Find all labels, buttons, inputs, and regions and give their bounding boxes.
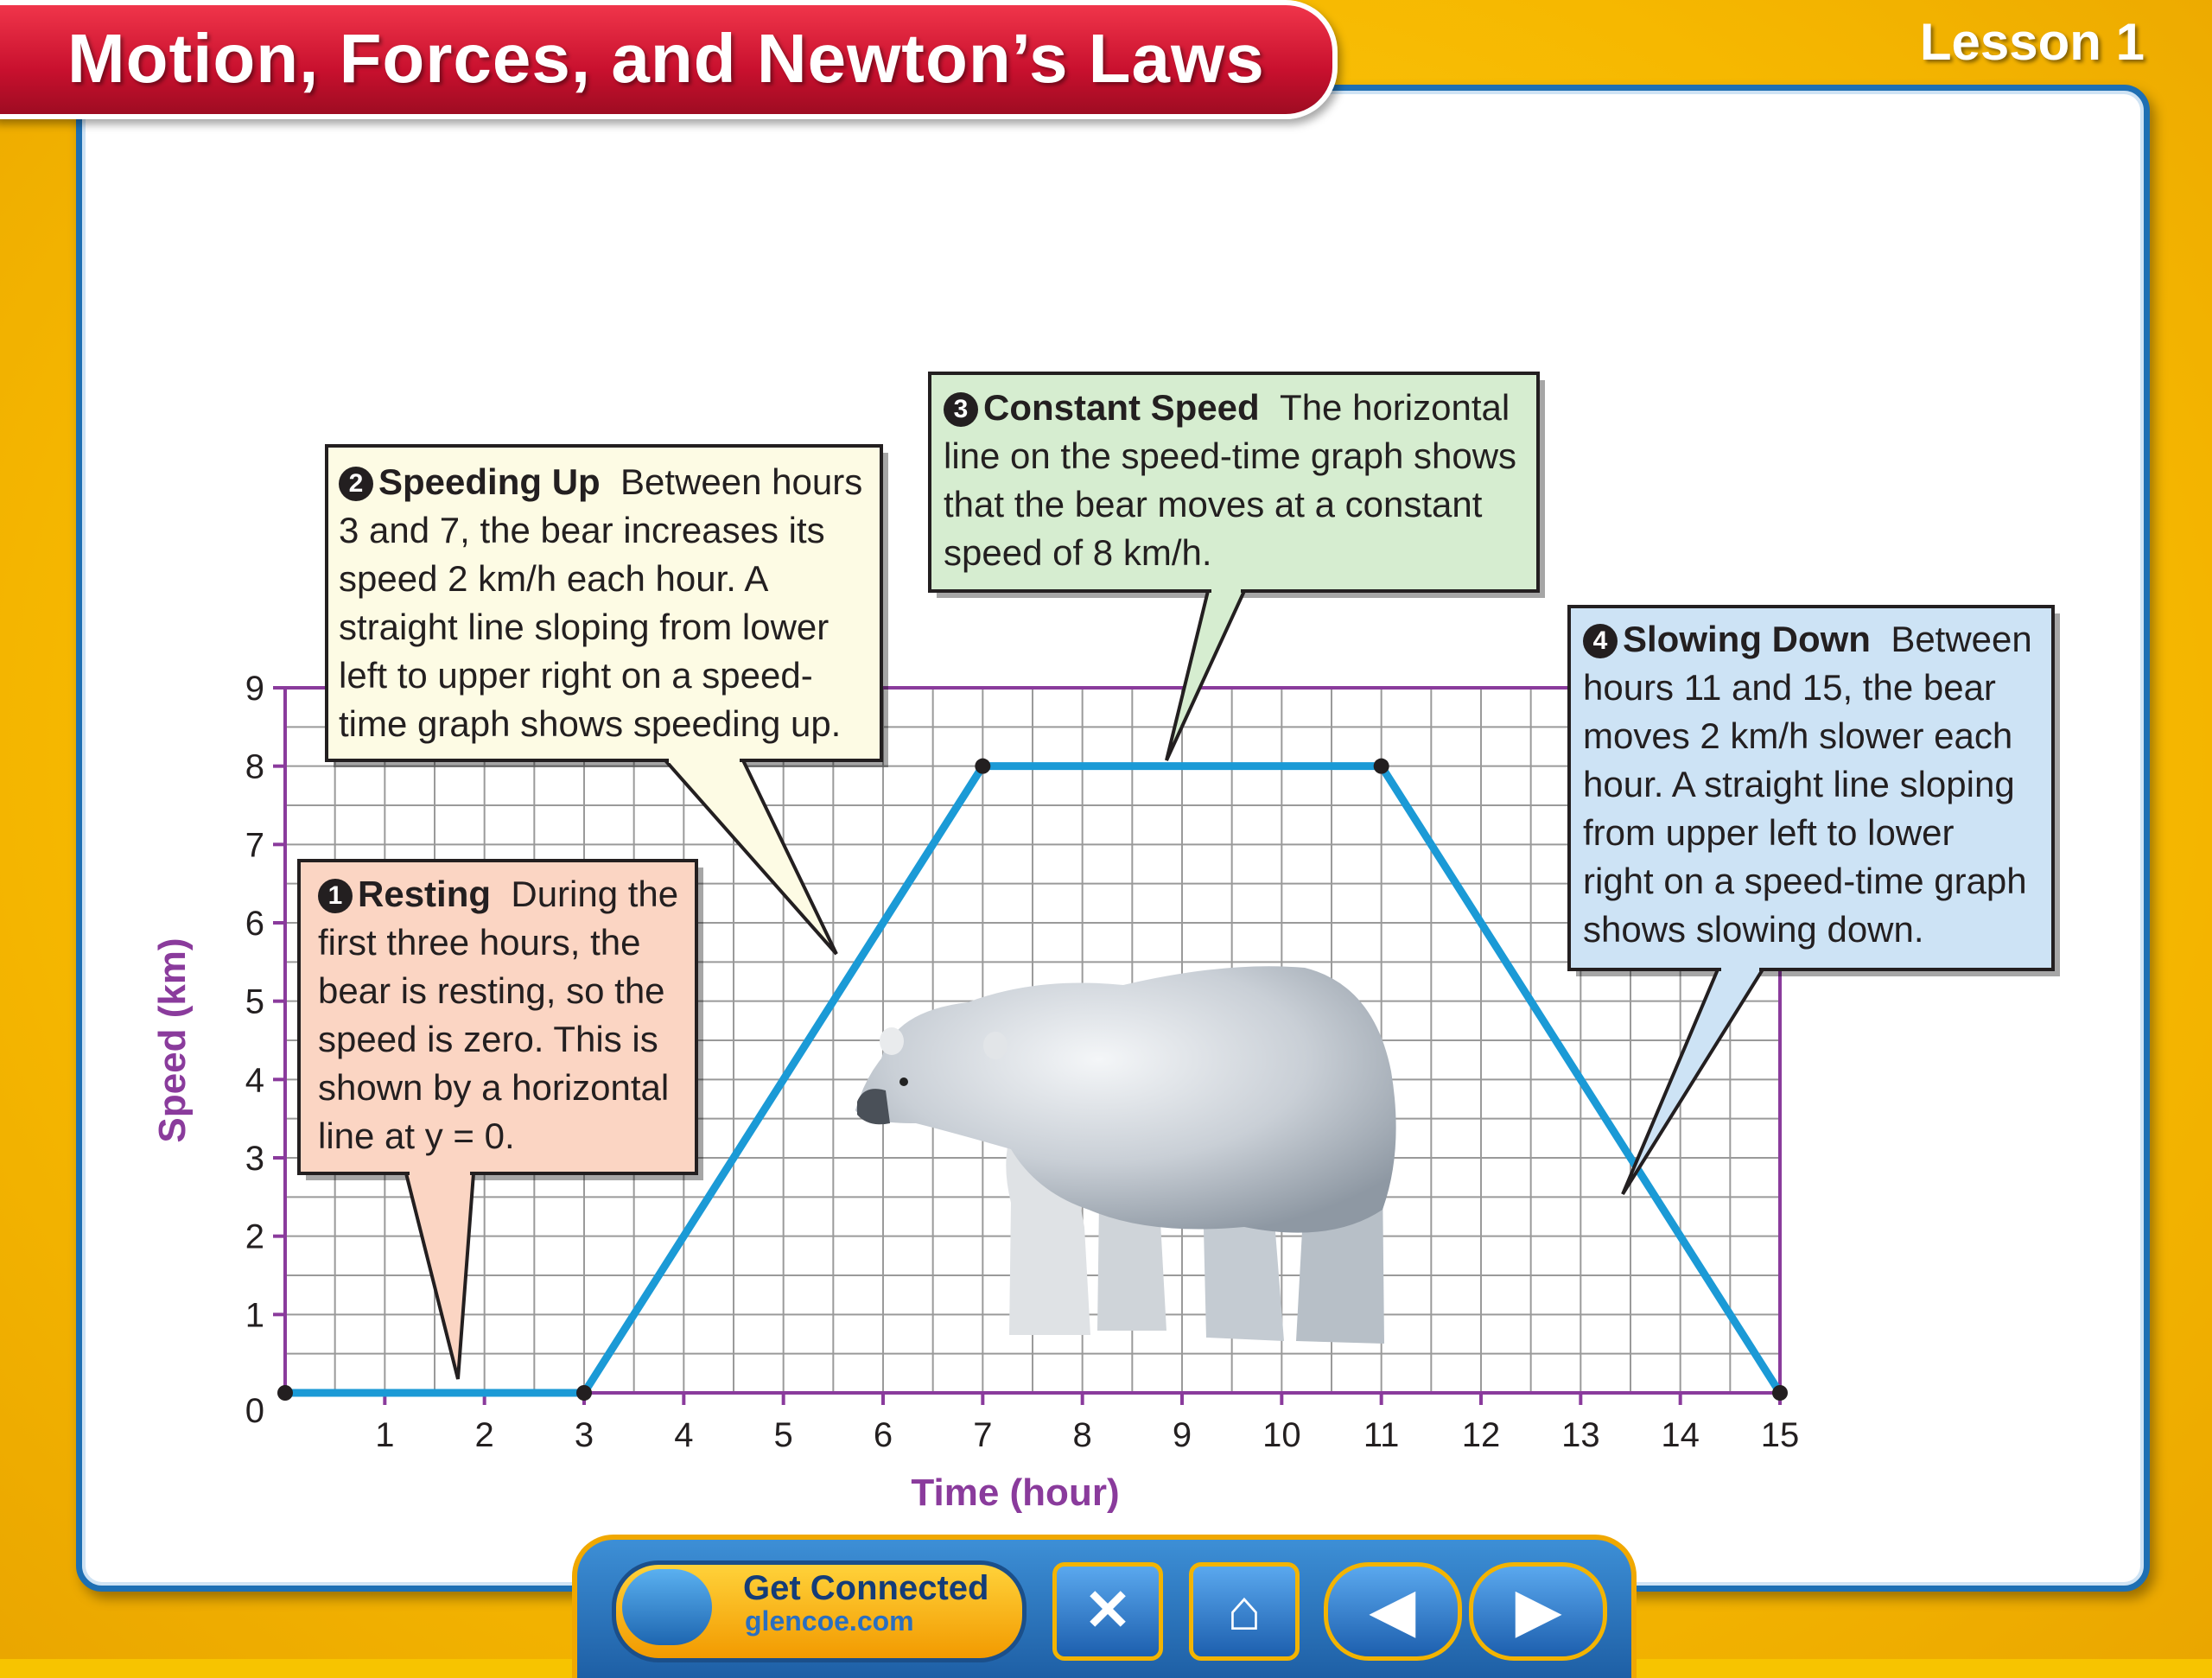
callout-line: shown by a horizontal bbox=[318, 1067, 670, 1108]
callout-slowing-down bbox=[1583, 615, 2050, 954]
x-tick-label: 9 bbox=[1172, 1416, 1192, 1454]
callout-line: left to upper right on a speed- bbox=[339, 655, 813, 696]
callout-line: hour. A straight line sloping bbox=[1583, 764, 2015, 804]
y-tick-label: 3 bbox=[245, 1140, 264, 1178]
callout-line: line on the speed-time graph shows bbox=[944, 435, 1517, 476]
callout-line: right on a speed-time graph bbox=[1583, 861, 2027, 901]
callout-line: bear is resting, so the bbox=[318, 970, 665, 1011]
y-tick-label: 7 bbox=[245, 826, 264, 865]
x-tick-label: 2 bbox=[474, 1416, 494, 1454]
callout-line: that the bear moves at a constant bbox=[944, 484, 1483, 524]
x-tick-label: 7 bbox=[973, 1416, 993, 1454]
previous-button[interactable] bbox=[1324, 1562, 1462, 1661]
callout-line: from upper left to lower bbox=[1583, 812, 1955, 853]
callout-line: 3 and 7, the bear increases its bbox=[339, 510, 825, 550]
arrow-right-icon: ▶ bbox=[1516, 1578, 1560, 1642]
x-tick-label: 3 bbox=[574, 1416, 594, 1454]
callout-line: line at y = 0. bbox=[318, 1115, 515, 1156]
x-tick-label: 6 bbox=[873, 1416, 893, 1454]
callout-heading: Constant Speed bbox=[983, 387, 1260, 428]
callout-line: hours 11 and 15, the bear bbox=[1583, 667, 1996, 708]
x-tick-label: 10 bbox=[1262, 1416, 1301, 1454]
home-icon: ⌂ bbox=[1227, 1578, 1262, 1642]
callout-line: speed of 8 km/h. bbox=[944, 532, 1212, 573]
callout-tail bbox=[1623, 969, 1763, 1194]
callout-heading: Resting bbox=[358, 874, 492, 914]
callout-line: Between hours bbox=[620, 461, 863, 502]
x-tick-label: 12 bbox=[1461, 1416, 1501, 1454]
y-tick-label: 9 bbox=[245, 670, 264, 708]
callout-heading: Slowing Down bbox=[1623, 619, 1871, 659]
y-tick-label: 1 bbox=[245, 1296, 264, 1335]
x-tick-label: 8 bbox=[1072, 1416, 1092, 1454]
get-connected-label: Get Connected bbox=[743, 1569, 989, 1607]
data-point bbox=[277, 1385, 293, 1401]
home-button[interactable] bbox=[1189, 1562, 1300, 1661]
polar-bear-image bbox=[855, 966, 1396, 1344]
y-tick-label: 4 bbox=[245, 1061, 264, 1100]
glencoe-link[interactable]: glencoe.com bbox=[745, 1605, 914, 1637]
callout-line: speed is zero. This is bbox=[318, 1019, 658, 1059]
callout-line: The horizontal bbox=[1280, 387, 1510, 428]
callout-line: During the bbox=[511, 874, 679, 914]
next-button[interactable] bbox=[1469, 1562, 1607, 1661]
data-point bbox=[975, 759, 990, 774]
x-tick-label: 5 bbox=[773, 1416, 793, 1454]
callout-line: straight line sloping from lower bbox=[339, 607, 830, 647]
callout-heading: Speeding Up bbox=[378, 461, 601, 502]
y-axis-title: Speed (km) bbox=[151, 938, 194, 1143]
y-tick-label: 2 bbox=[245, 1217, 264, 1256]
badge-1: 1 bbox=[318, 879, 353, 913]
y-tick-label: 8 bbox=[245, 747, 264, 786]
badge-4: 4 bbox=[1583, 624, 1618, 658]
data-point bbox=[1374, 759, 1389, 774]
x-tick-label: 4 bbox=[674, 1416, 694, 1454]
y-tick-label: 6 bbox=[245, 905, 264, 943]
badge-3: 3 bbox=[944, 392, 978, 427]
callout-line: moves 2 km/h slower each bbox=[1583, 715, 2013, 756]
callout-line: first three hours, the bbox=[318, 922, 641, 963]
computer-icon bbox=[622, 1569, 712, 1645]
page-title: Motion, Forces, and Newton’s Laws bbox=[67, 20, 1265, 97]
data-point bbox=[1772, 1385, 1788, 1401]
y-tick-label: 0 bbox=[245, 1392, 264, 1430]
callout-speeding-up bbox=[339, 458, 883, 748]
y-tick-label: 5 bbox=[245, 982, 264, 1021]
lesson-label: Lesson 1 bbox=[1919, 13, 2145, 71]
x-axis-title: Time (hour) bbox=[911, 1471, 1120, 1514]
arrow-left-icon: ◀ bbox=[1370, 1578, 1415, 1642]
x-tick-label: 13 bbox=[1561, 1416, 1600, 1454]
x-tick-label: 1 bbox=[375, 1416, 395, 1454]
close-button[interactable] bbox=[1052, 1562, 1163, 1661]
badge-2: 2 bbox=[339, 467, 373, 501]
x-tick-label: 11 bbox=[1363, 1416, 1400, 1454]
callout-line: time graph shows speeding up. bbox=[339, 703, 842, 744]
callout-line: Between bbox=[1891, 619, 2032, 659]
callout-line: shows slowing down. bbox=[1583, 909, 1924, 950]
close-icon: ✕ bbox=[1084, 1578, 1132, 1642]
x-tick-label: 15 bbox=[1760, 1416, 1800, 1454]
x-tick-label: 14 bbox=[1661, 1416, 1700, 1454]
callout-line: speed 2 km/h each hour. A bbox=[339, 558, 769, 599]
callout-resting bbox=[318, 870, 690, 1160]
data-point bbox=[576, 1385, 592, 1401]
callout-constant-speed bbox=[944, 384, 1531, 577]
